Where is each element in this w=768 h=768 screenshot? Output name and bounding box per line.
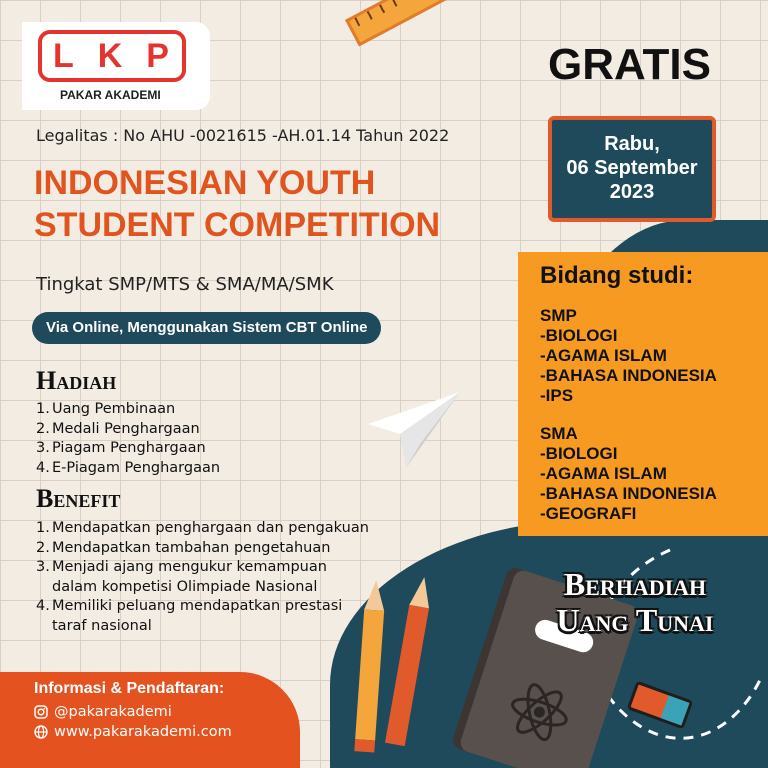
- smp-label: SMP: [540, 306, 577, 325]
- item-text: dalam kompetisi Olimpiade Nasional: [52, 578, 318, 595]
- item-text: Mendapatkan tambahan pengetahuan: [52, 539, 331, 556]
- subject-panel-title: Bidang studi:: [540, 262, 694, 289]
- subject-panel: [518, 252, 768, 536]
- benefit-heading: Benefit: [36, 484, 121, 513]
- event-title: [34, 162, 440, 246]
- item-text: Piagam Penghargaan: [52, 440, 206, 456]
- logo-letter-k: K: [97, 36, 125, 75]
- instagram-icon: [34, 705, 48, 719]
- item-text: Memiliki peluang mendapatkan prestasi: [52, 598, 343, 614]
- subject-item: -BAHASA INDONESIA: [540, 366, 717, 385]
- item-text: Menjadi ajang mengukur kemampuan: [52, 559, 327, 575]
- title-line-1: INDONESIAN YOUTH: [34, 164, 376, 202]
- item-number: 3.: [36, 559, 50, 575]
- item-text: Mendapatkan penghargaan dan pengakuan: [52, 520, 369, 536]
- logo-letter-p: P: [146, 36, 171, 75]
- list-item: [36, 459, 220, 479]
- sma-label: SMA: [540, 424, 578, 443]
- cash-prize-banner: [526, 566, 744, 638]
- list-item: [36, 400, 220, 420]
- item-number: 1.: [36, 401, 50, 417]
- subject-item: -IPS: [540, 386, 574, 405]
- date-day-month: 06 September: [566, 157, 698, 179]
- contact-box: [0, 672, 300, 768]
- paper-plane-icon: [366, 388, 462, 470]
- instagram-row[interactable]: [34, 702, 266, 722]
- globe-icon: [34, 725, 48, 739]
- website-link[interactable]: www.pakarakademi.com: [54, 724, 232, 740]
- item-number: 1.: [36, 520, 50, 536]
- subject-item: -GEOGRAFI: [540, 504, 637, 523]
- date-year: 2023: [609, 181, 655, 203]
- item-text: E-Piagam Penghargaan: [52, 459, 221, 476]
- subject-item: -AGAMA ISLAM: [540, 464, 667, 483]
- logo-subtitle: PAKAR AKADEMI: [60, 88, 161, 102]
- subject-item: -AGAMA ISLAM: [540, 346, 667, 365]
- title-line-2: STUDENT COMPETITION: [34, 206, 441, 244]
- item-number: 4.: [36, 598, 50, 614]
- hadiah-heading: Hadiah: [36, 366, 117, 395]
- list-item: [36, 420, 220, 440]
- contact-title: Informasi & Pendaftaran:: [34, 680, 225, 697]
- date-board: [548, 116, 716, 222]
- list-item: [36, 519, 436, 539]
- ruler-icon: [345, 0, 527, 46]
- website-row[interactable]: [34, 722, 266, 742]
- item-number: 4.: [36, 459, 50, 476]
- item-number: 2.: [36, 539, 50, 556]
- hadiah-list: [36, 400, 220, 478]
- banner-line-1: Berhadiah: [563, 566, 707, 602]
- subject-item: -BAHASA INDONESIA: [540, 484, 717, 503]
- item-text: Uang Pembinaan: [52, 401, 176, 417]
- date-day: Rabu,: [604, 133, 660, 155]
- banner-line-2: Uang Tunai: [556, 602, 714, 638]
- subject-item: -BIOLOGI: [540, 444, 618, 463]
- logo: [38, 30, 186, 82]
- logo-letter-l: L: [52, 36, 76, 75]
- list-item: [36, 539, 436, 559]
- item-text: Medali Penghargaan: [52, 420, 200, 437]
- item-number: 3.: [36, 440, 50, 456]
- item-text: taraf nasional: [52, 617, 152, 634]
- level-text: Tingkat SMP/MTS & SMA/MA/SMK: [36, 274, 334, 295]
- list-item: [36, 439, 220, 459]
- item-number: 2.: [36, 420, 50, 437]
- free-badge: GRATIS: [548, 40, 711, 89]
- legality-text: Legalitas : No AHU -0021615 -AH.01.14 Tahun 2022: [36, 126, 450, 145]
- instagram-handle[interactable]: @pakarakademi: [54, 704, 172, 720]
- subject-item: -BIOLOGI: [540, 326, 618, 345]
- pencil-icon: [350, 570, 440, 760]
- mode-pill: Via Online, Menggunakan Sistem CBT Online: [32, 312, 381, 344]
